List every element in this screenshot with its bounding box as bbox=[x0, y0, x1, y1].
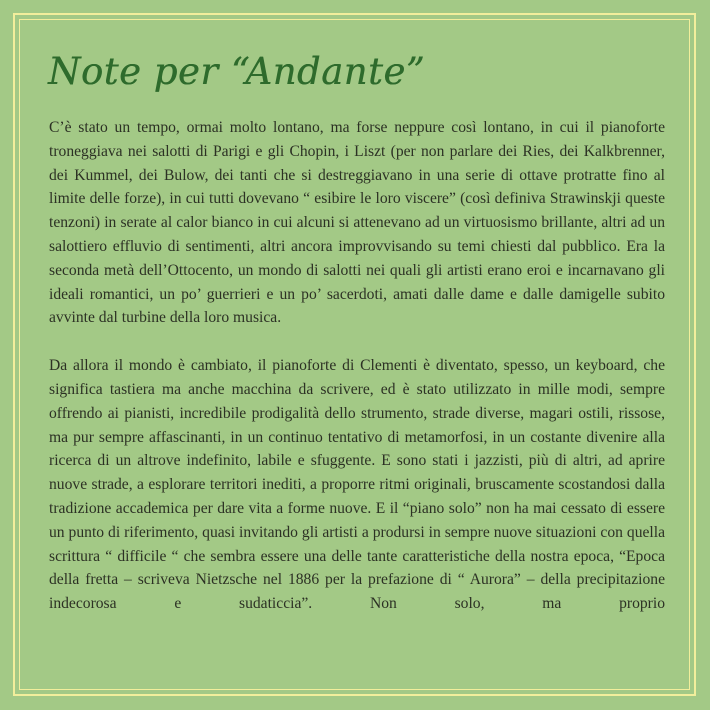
paragraph-2: Da allora il mondo è cambiato, il pianoforte di Clementi è diventato, spesso, un keyboard, che significa tastiera ma anche macchina da scrivere, ed è stato utilizzato in mille modi, sempre offrendo ai pianisti, incredibile prodigalità dello strumento, strade diverse, magari ostili, rissose, ma pur sempre affascinanti, in un continuo tentativo di metamorfosi, in un costante divenire alla ricerca di un altrove indefinito, labile e sfuggente. E sono stati i jazzisti, più di altri, ad aprire nuove strade, a esplorare territori inediti, a proporre ritmi originali, bruscamente scostandosi dalla tradizione accademica per dare vita a forme nuove. E il “piano solo” non ha mai cessato di essere un punto di riferimento, quasi invitando gli artisti a prodursi in sempre nuove situazioni con quella scrittura “ difficile “ che sembra essere una delle tante caratteristiche della nostra epoca, “Epoca della fretta – scriveva Nietzsche nel 1886 per la prefazione di “ Aurora” – della precipitazione indecorosa e sudaticcia”. Non solo, ma proprio bbox=[49, 357, 665, 613]
paragraph-1: C’è stato un tempo, ormai molto lontano, ma forse neppure così lontano, in cui il pianoforte troneggiava nei salotti di Parigi e gli Chopin, i Liszt (per non parlare dei Ries, dei Kalkbrenner, dei Kummel, dei Bulow, dei tanti che si destreggiavano in una serie di ottave protratte fino al limite delle forze), in cui tutti dovevano “ esibire le loro viscere” (così definiva Strawinskji queste tenzoni) in serate al calor bianco in cui alcuni si attenevano ad un virtuosismo brillante, altri ad un salottiero effluvio di sentimenti, altri ancora improvvisando su temi chiesti dal pubblico. Era la seconda metà dell’Ottocento, un mondo di salotti nei quali gli artisti erano eroi e incarnavano gli ideali romantici, un po’ guerrieri e un po’ sacerdoti, amati dalle dame e dalle damigelle subito avvinte dal turbine della loro musica. bbox=[49, 119, 665, 327]
page-title: Note per “Andante” bbox=[48, 50, 426, 93]
paragraph-spacer bbox=[49, 330, 665, 354]
body-text bbox=[49, 116, 665, 616]
